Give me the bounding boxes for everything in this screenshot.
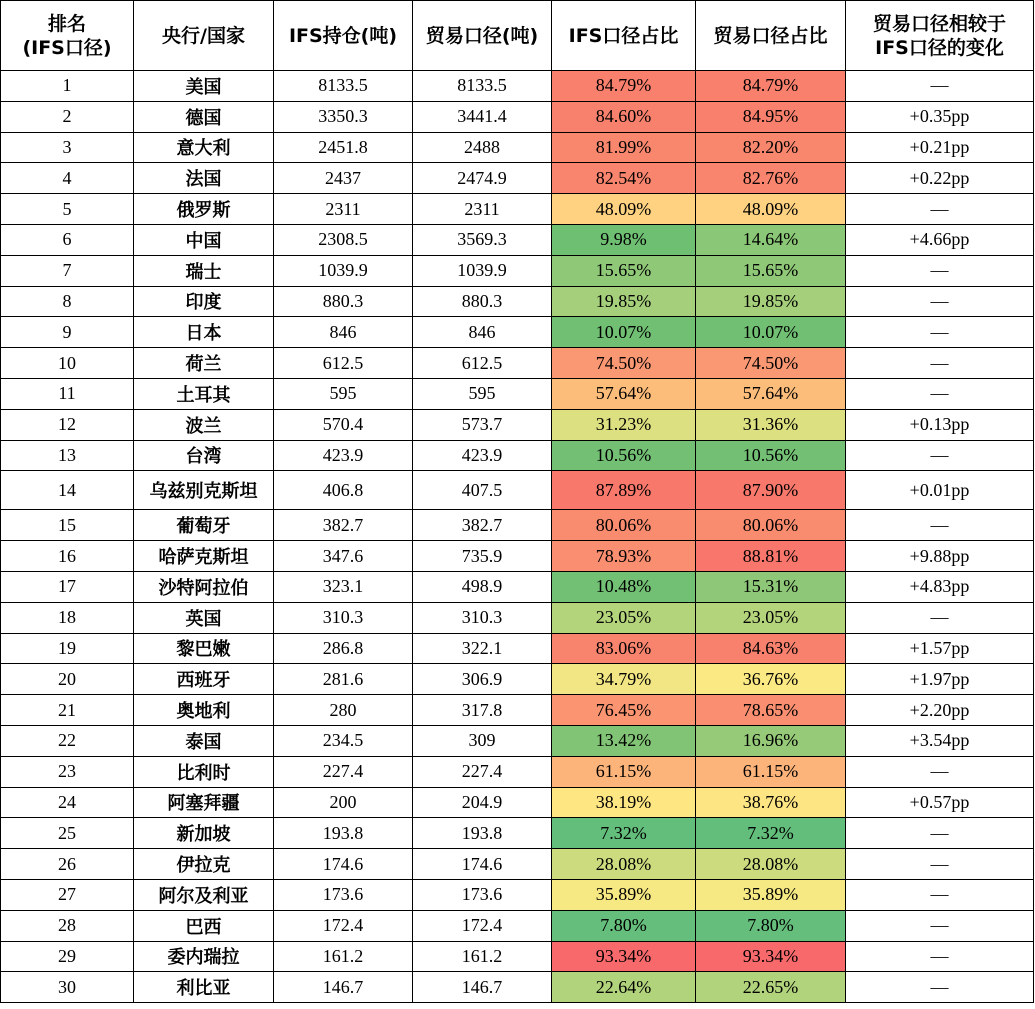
cell-change: — xyxy=(846,972,1034,1003)
cell-change: +0.01pp xyxy=(846,471,1034,510)
cell-ifs-share: 19.85% xyxy=(552,286,696,317)
cell-ifs-share: 57.64% xyxy=(552,378,696,409)
cell-change: — xyxy=(846,348,1034,379)
cell-country: 意大利 xyxy=(134,132,274,163)
cell-trade-share: 38.76% xyxy=(696,787,846,818)
header-ifs-holdings: IFS持仓(吨) xyxy=(274,1,413,71)
cell-ifs-share: 38.19% xyxy=(552,787,696,818)
cell-ifs-share: 87.89% xyxy=(552,471,696,510)
cell-ifs-holdings: 281.6 xyxy=(274,664,413,695)
cell-change: — xyxy=(846,756,1034,787)
cell-ifs-share: 34.79% xyxy=(552,664,696,695)
cell-trade-share: 78.65% xyxy=(696,695,846,726)
cell-change: — xyxy=(846,286,1034,317)
table-row xyxy=(1,163,1034,194)
cell-ifs-holdings: 8133.5 xyxy=(274,71,413,102)
table-row xyxy=(1,471,1034,510)
table-row xyxy=(1,879,1034,910)
cell-country: 新加坡 xyxy=(134,818,274,849)
cell-ifs-holdings: 423.9 xyxy=(274,440,413,471)
table-row xyxy=(1,255,1034,286)
cell-change: +0.22pp xyxy=(846,163,1034,194)
cell-trade-share: 31.36% xyxy=(696,409,846,440)
cell-change: — xyxy=(846,194,1034,225)
cell-rank: 18 xyxy=(1,602,134,633)
cell-trade-holdings: 382.7 xyxy=(413,510,552,541)
cell-change: — xyxy=(846,71,1034,102)
table-row xyxy=(1,317,1034,348)
cell-trade-holdings: 595 xyxy=(413,378,552,409)
cell-trade-holdings: 317.8 xyxy=(413,695,552,726)
cell-rank: 8 xyxy=(1,286,134,317)
cell-rank: 11 xyxy=(1,378,134,409)
cell-trade-holdings: 612.5 xyxy=(413,348,552,379)
cell-trade-holdings: 423.9 xyxy=(413,440,552,471)
cell-trade-holdings: 846 xyxy=(413,317,552,348)
cell-change: — xyxy=(846,818,1034,849)
cell-rank: 25 xyxy=(1,818,134,849)
cell-trade-share: 48.09% xyxy=(696,194,846,225)
cell-trade-share: 61.15% xyxy=(696,756,846,787)
cell-country: 阿尔及利亚 xyxy=(134,879,274,910)
cell-change: +1.57pp xyxy=(846,633,1034,664)
cell-country: 土耳其 xyxy=(134,378,274,409)
cell-trade-holdings: 174.6 xyxy=(413,849,552,880)
cell-rank: 21 xyxy=(1,695,134,726)
cell-ifs-share: 10.48% xyxy=(552,571,696,602)
cell-trade-holdings: 407.5 xyxy=(413,471,552,510)
table-row xyxy=(1,849,1034,880)
cell-trade-holdings: 146.7 xyxy=(413,972,552,1003)
cell-change: +0.57pp xyxy=(846,787,1034,818)
cell-trade-holdings: 735.9 xyxy=(413,541,552,572)
cell-change: +4.83pp xyxy=(846,571,1034,602)
cell-ifs-share: 31.23% xyxy=(552,409,696,440)
cell-country: 波兰 xyxy=(134,409,274,440)
cell-ifs-share: 13.42% xyxy=(552,725,696,756)
cell-trade-share: 80.06% xyxy=(696,510,846,541)
table-row xyxy=(1,286,1034,317)
cell-country: 西班牙 xyxy=(134,664,274,695)
cell-trade-holdings: 227.4 xyxy=(413,756,552,787)
cell-country: 英国 xyxy=(134,602,274,633)
cell-trade-holdings: 498.9 xyxy=(413,571,552,602)
cell-ifs-holdings: 406.8 xyxy=(274,471,413,510)
cell-change: +3.54pp xyxy=(846,725,1034,756)
header-rank-line2: (IFS口径) xyxy=(22,36,112,59)
cell-change: +4.66pp xyxy=(846,224,1034,255)
cell-rank: 29 xyxy=(1,941,134,972)
cell-trade-share: 15.31% xyxy=(696,571,846,602)
cell-rank: 20 xyxy=(1,664,134,695)
cell-trade-share: 16.96% xyxy=(696,725,846,756)
cell-rank: 3 xyxy=(1,132,134,163)
cell-ifs-holdings: 3350.3 xyxy=(274,101,413,132)
cell-trade-holdings: 3569.3 xyxy=(413,224,552,255)
cell-country: 巴西 xyxy=(134,910,274,941)
cell-ifs-holdings: 1039.9 xyxy=(274,255,413,286)
cell-country: 俄罗斯 xyxy=(134,194,274,225)
table-row xyxy=(1,602,1034,633)
header-country: 央行/国家 xyxy=(134,1,274,71)
cell-trade-share: 36.76% xyxy=(696,664,846,695)
table-row xyxy=(1,787,1034,818)
cell-ifs-share: 84.60% xyxy=(552,101,696,132)
cell-rank: 6 xyxy=(1,224,134,255)
cell-change: — xyxy=(846,849,1034,880)
cell-ifs-share: 10.56% xyxy=(552,440,696,471)
header-change xyxy=(846,1,1034,71)
table-row xyxy=(1,571,1034,602)
cell-ifs-holdings: 280 xyxy=(274,695,413,726)
table-row xyxy=(1,71,1034,102)
table-body xyxy=(1,71,1034,1003)
cell-ifs-share: 83.06% xyxy=(552,633,696,664)
header-trade-holdings: 贸易口径(吨) xyxy=(413,1,552,71)
cell-trade-share: 74.50% xyxy=(696,348,846,379)
cell-trade-holdings: 880.3 xyxy=(413,286,552,317)
cell-trade-holdings: 204.9 xyxy=(413,787,552,818)
cell-ifs-holdings: 161.2 xyxy=(274,941,413,972)
header-rank xyxy=(1,1,134,71)
cell-ifs-share: 35.89% xyxy=(552,879,696,910)
cell-rank: 22 xyxy=(1,725,134,756)
cell-ifs-holdings: 570.4 xyxy=(274,409,413,440)
cell-ifs-holdings: 200 xyxy=(274,787,413,818)
cell-rank: 24 xyxy=(1,787,134,818)
cell-rank: 30 xyxy=(1,972,134,1003)
table-row xyxy=(1,725,1034,756)
cell-trade-share: 7.80% xyxy=(696,910,846,941)
cell-country: 荷兰 xyxy=(134,348,274,379)
cell-rank: 17 xyxy=(1,571,134,602)
cell-ifs-share: 74.50% xyxy=(552,348,696,379)
cell-ifs-share: 76.45% xyxy=(552,695,696,726)
cell-trade-share: 22.65% xyxy=(696,972,846,1003)
cell-trade-share: 87.90% xyxy=(696,471,846,510)
cell-rank: 16 xyxy=(1,541,134,572)
cell-ifs-holdings: 310.3 xyxy=(274,602,413,633)
cell-change: — xyxy=(846,879,1034,910)
cell-rank: 19 xyxy=(1,633,134,664)
cell-change: +1.97pp xyxy=(846,664,1034,695)
cell-ifs-holdings: 846 xyxy=(274,317,413,348)
cell-trade-holdings: 173.6 xyxy=(413,879,552,910)
cell-trade-share: 35.89% xyxy=(696,879,846,910)
cell-rank: 2 xyxy=(1,101,134,132)
table-row xyxy=(1,224,1034,255)
table-row xyxy=(1,132,1034,163)
cell-ifs-share: 78.93% xyxy=(552,541,696,572)
cell-ifs-share: 9.98% xyxy=(552,224,696,255)
cell-change: +0.35pp xyxy=(846,101,1034,132)
cell-trade-holdings: 306.9 xyxy=(413,664,552,695)
cell-country: 美国 xyxy=(134,71,274,102)
table-row xyxy=(1,941,1034,972)
cell-country: 德国 xyxy=(134,101,274,132)
cell-country: 乌兹别克斯坦 xyxy=(134,471,274,510)
cell-trade-share: 88.81% xyxy=(696,541,846,572)
cell-rank: 26 xyxy=(1,849,134,880)
cell-change: — xyxy=(846,440,1034,471)
cell-ifs-share: 7.80% xyxy=(552,910,696,941)
cell-country: 黎巴嫩 xyxy=(134,633,274,664)
table-row xyxy=(1,541,1034,572)
cell-rank: 27 xyxy=(1,879,134,910)
cell-trade-share: 10.56% xyxy=(696,440,846,471)
table-row xyxy=(1,756,1034,787)
cell-country: 奥地利 xyxy=(134,695,274,726)
cell-country: 日本 xyxy=(134,317,274,348)
cell-country: 伊拉克 xyxy=(134,849,274,880)
cell-country: 阿塞拜疆 xyxy=(134,787,274,818)
cell-trade-holdings: 172.4 xyxy=(413,910,552,941)
cell-ifs-holdings: 146.7 xyxy=(274,972,413,1003)
table-row xyxy=(1,818,1034,849)
cell-ifs-share: 28.08% xyxy=(552,849,696,880)
cell-change: +9.88pp xyxy=(846,541,1034,572)
cell-ifs-share: 23.05% xyxy=(552,602,696,633)
cell-trade-share: 84.95% xyxy=(696,101,846,132)
cell-ifs-holdings: 2308.5 xyxy=(274,224,413,255)
cell-rank: 12 xyxy=(1,409,134,440)
cell-country: 印度 xyxy=(134,286,274,317)
cell-trade-holdings: 3441.4 xyxy=(413,101,552,132)
cell-rank: 4 xyxy=(1,163,134,194)
cell-trade-share: 15.65% xyxy=(696,255,846,286)
header-change-line1: 贸易口径相较于 xyxy=(872,12,1006,35)
cell-country: 葡萄牙 xyxy=(134,510,274,541)
table-row xyxy=(1,664,1034,695)
header-row xyxy=(1,1,1034,71)
cell-rank: 13 xyxy=(1,440,134,471)
cell-ifs-holdings: 193.8 xyxy=(274,818,413,849)
cell-rank: 1 xyxy=(1,71,134,102)
table-row xyxy=(1,910,1034,941)
cell-trade-share: 57.64% xyxy=(696,378,846,409)
cell-trade-holdings: 309 xyxy=(413,725,552,756)
cell-trade-share: 82.20% xyxy=(696,132,846,163)
cell-change: +0.21pp xyxy=(846,132,1034,163)
cell-ifs-share: 22.64% xyxy=(552,972,696,1003)
cell-change: +0.13pp xyxy=(846,409,1034,440)
cell-trade-holdings: 1039.9 xyxy=(413,255,552,286)
header-ifs-share: IFS口径占比 xyxy=(552,1,696,71)
cell-rank: 28 xyxy=(1,910,134,941)
cell-trade-share: 28.08% xyxy=(696,849,846,880)
cell-trade-holdings: 2488 xyxy=(413,132,552,163)
table-row xyxy=(1,194,1034,225)
cell-ifs-share: 10.07% xyxy=(552,317,696,348)
cell-country: 哈萨克斯坦 xyxy=(134,541,274,572)
cell-rank: 10 xyxy=(1,348,134,379)
cell-change: — xyxy=(846,510,1034,541)
cell-trade-holdings: 161.2 xyxy=(413,941,552,972)
cell-change: — xyxy=(846,378,1034,409)
cell-rank: 5 xyxy=(1,194,134,225)
cell-country: 瑞士 xyxy=(134,255,274,286)
cell-change: +2.20pp xyxy=(846,695,1034,726)
cell-ifs-share: 82.54% xyxy=(552,163,696,194)
cell-trade-share: 10.07% xyxy=(696,317,846,348)
table-row xyxy=(1,101,1034,132)
cell-ifs-share: 84.79% xyxy=(552,71,696,102)
cell-trade-share: 7.32% xyxy=(696,818,846,849)
table-row xyxy=(1,510,1034,541)
cell-trade-share: 84.63% xyxy=(696,633,846,664)
header-rank-line1: 排名 xyxy=(47,12,86,35)
cell-ifs-holdings: 174.6 xyxy=(274,849,413,880)
cell-change: — xyxy=(846,941,1034,972)
cell-ifs-holdings: 173.6 xyxy=(274,879,413,910)
cell-country: 沙特阿拉伯 xyxy=(134,571,274,602)
table-row xyxy=(1,440,1034,471)
cell-change: — xyxy=(846,255,1034,286)
table-row xyxy=(1,378,1034,409)
cell-ifs-holdings: 323.1 xyxy=(274,571,413,602)
cell-change: — xyxy=(846,910,1034,941)
header-change-line2: IFS口径的变化 xyxy=(875,36,1004,59)
cell-country: 台湾 xyxy=(134,440,274,471)
cell-ifs-holdings: 880.3 xyxy=(274,286,413,317)
cell-ifs-share: 15.65% xyxy=(552,255,696,286)
cell-ifs-share: 80.06% xyxy=(552,510,696,541)
cell-trade-share: 14.64% xyxy=(696,224,846,255)
cell-country: 比利时 xyxy=(134,756,274,787)
cell-trade-holdings: 2311 xyxy=(413,194,552,225)
cell-trade-holdings: 322.1 xyxy=(413,633,552,664)
cell-ifs-holdings: 2311 xyxy=(274,194,413,225)
cell-trade-holdings: 573.7 xyxy=(413,409,552,440)
cell-country: 法国 xyxy=(134,163,274,194)
cell-trade-holdings: 310.3 xyxy=(413,602,552,633)
cell-trade-share: 19.85% xyxy=(696,286,846,317)
cell-ifs-holdings: 612.5 xyxy=(274,348,413,379)
cell-country: 利比亚 xyxy=(134,972,274,1003)
cell-ifs-holdings: 382.7 xyxy=(274,510,413,541)
cell-rank: 7 xyxy=(1,255,134,286)
cell-trade-share: 93.34% xyxy=(696,941,846,972)
table-row xyxy=(1,633,1034,664)
cell-trade-share: 23.05% xyxy=(696,602,846,633)
cell-ifs-holdings: 227.4 xyxy=(274,756,413,787)
cell-ifs-share: 48.09% xyxy=(552,194,696,225)
table-row xyxy=(1,695,1034,726)
table-row xyxy=(1,348,1034,379)
cell-ifs-holdings: 286.8 xyxy=(274,633,413,664)
cell-ifs-share: 61.15% xyxy=(552,756,696,787)
cell-ifs-share: 7.32% xyxy=(552,818,696,849)
cell-rank: 9 xyxy=(1,317,134,348)
cell-trade-holdings: 193.8 xyxy=(413,818,552,849)
cell-rank: 23 xyxy=(1,756,134,787)
cell-change: — xyxy=(846,602,1034,633)
cell-ifs-holdings: 2451.8 xyxy=(274,132,413,163)
cell-trade-share: 82.76% xyxy=(696,163,846,194)
cell-ifs-share: 81.99% xyxy=(552,132,696,163)
cell-ifs-holdings: 595 xyxy=(274,378,413,409)
table-row xyxy=(1,972,1034,1003)
cell-change: — xyxy=(846,317,1034,348)
table-row xyxy=(1,409,1034,440)
cell-trade-holdings: 8133.5 xyxy=(413,71,552,102)
cell-rank: 15 xyxy=(1,510,134,541)
cell-ifs-holdings: 234.5 xyxy=(274,725,413,756)
cell-ifs-share: 93.34% xyxy=(552,941,696,972)
cell-ifs-holdings: 172.4 xyxy=(274,910,413,941)
cell-trade-holdings: 2474.9 xyxy=(413,163,552,194)
cell-country: 中国 xyxy=(134,224,274,255)
cell-ifs-holdings: 2437 xyxy=(274,163,413,194)
cell-trade-share: 84.79% xyxy=(696,71,846,102)
header-trade-share: 贸易口径占比 xyxy=(696,1,846,71)
cell-rank: 14 xyxy=(1,471,134,510)
cell-country: 泰国 xyxy=(134,725,274,756)
cell-ifs-holdings: 347.6 xyxy=(274,541,413,572)
cell-country: 委内瑞拉 xyxy=(134,941,274,972)
